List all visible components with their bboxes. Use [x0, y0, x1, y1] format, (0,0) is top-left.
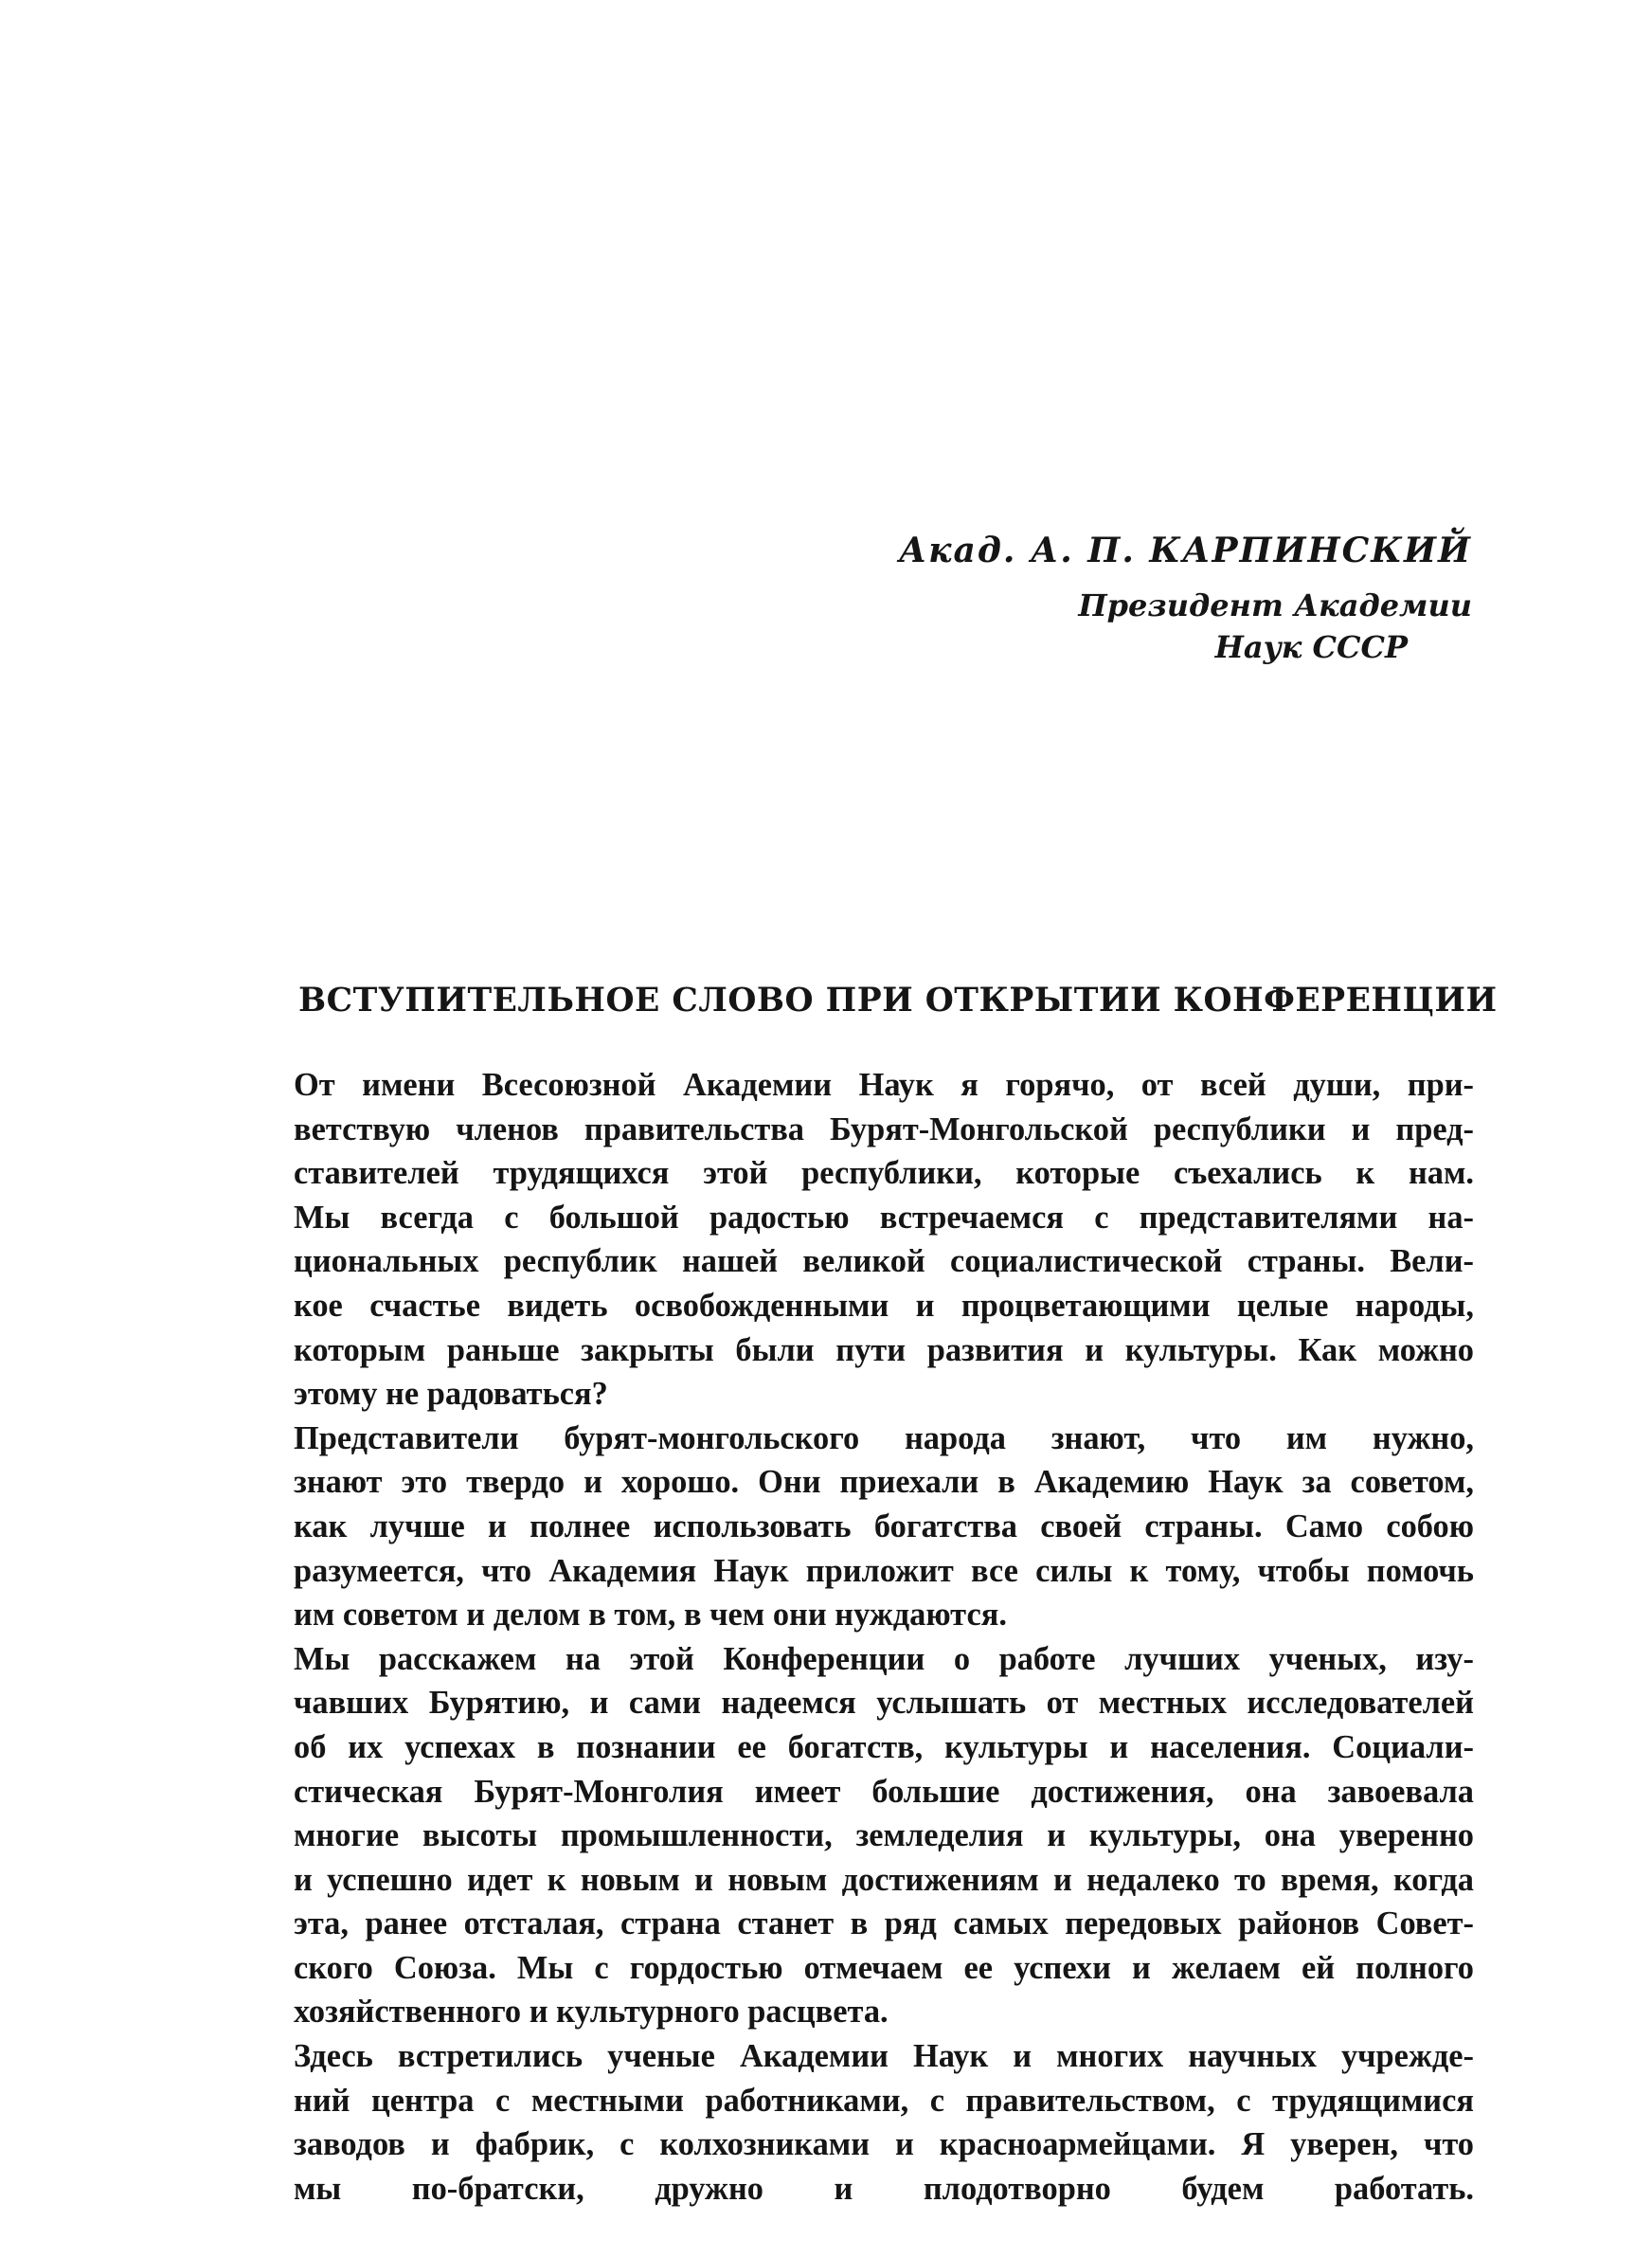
- text-line: кое счастье видеть освобожденными и процветающими целые народы,: [294, 1287, 1474, 1324]
- text-line: циональных республик нашей великой социалистической страны. Вели-: [294, 1243, 1474, 1280]
- text-line: ний центра с местными работниками, с правительством, с трудящимися: [294, 2082, 1474, 2119]
- text-line: ского Союза. Мы с гордостью отмечаем ее успехи и желаем ей полного: [294, 1949, 1474, 1986]
- text-line: мы по-братски, дружно и плодотворно будем работать.: [294, 2170, 1474, 2207]
- text-line: Здесь встретились ученые Академии Наук и многих научных учрежде-: [294, 2038, 1474, 2075]
- text-line: заводов и фабрик, с колхозниками и красноармейцами. Я уверен, что: [294, 2126, 1474, 2163]
- author-name: Акад. А. П. КАРПИНСКИЙ: [898, 531, 1472, 570]
- text-line: Представители бурят-монгольского народа знают, что им нужно,: [294, 1419, 1474, 1456]
- paragraph-3: [237, 1417, 1474, 1637]
- text-line: хозяйственного и культурного расцвета.: [294, 1994, 889, 2031]
- text-line: и успешно идет к новым и новым достижениям и недалеко то время, когда: [294, 1861, 1474, 1898]
- text-line: об их успехах в познании ее богатств, культуры и населения. Социали-: [294, 1728, 1474, 1765]
- text-line: как лучше и полнее использовать богатства своей страны. Само собою: [294, 1508, 1474, 1544]
- text-line: От имени Всесоюзной Академии Наук я горячо, от всей души, при-: [294, 1067, 1474, 1103]
- author-block: [899, 531, 1472, 665]
- author-organization: Наук СССР: [1214, 629, 1408, 665]
- text-line: разумеется, что Академия Наук приложит все силы к тому, чтобы помочь: [294, 1552, 1474, 1589]
- paragraph-2: [237, 1196, 1474, 1417]
- author-role: Президент Академии: [1078, 587, 1472, 623]
- text-line: Мы расскажем на этой Конференции о работе лучших ученых, изу-: [294, 1640, 1474, 1677]
- text-line: ставителей трудящихся этой республики, которые съехались к нам.: [294, 1155, 1474, 1192]
- text-line: эта, ранее отсталая, страна станет в ряд самых передовых районов Совет-: [294, 1905, 1474, 1942]
- text-line: этому не радоваться?: [294, 1376, 608, 1413]
- text-line: стическая Бурят-Монголия имеет большие достижения, она завоевала: [294, 1773, 1474, 1810]
- paragraph-5: [237, 2034, 1474, 2211]
- text-line: ветствую членов правительства Бурят-Монгольской республики и пред-: [294, 1110, 1474, 1147]
- article-body: [237, 1063, 1474, 2211]
- paragraph-1: [237, 1063, 1474, 1196]
- text-line: им советом и делом в том, в чем они нуждаются.: [294, 1597, 1007, 1634]
- text-line: многие высоты промышленности, земледелия и культуры, она уверенно: [294, 1817, 1474, 1854]
- text-line: которым раньше закрыты были пути развития и культуры. Как можно: [294, 1331, 1474, 1368]
- paragraph-4: [237, 1637, 1474, 2034]
- text-line: чавших Бурятию, и сами надеемся услышать от местных исследователей: [294, 1685, 1474, 1722]
- text-line: знают это твердо и хорошо. Они приехали в Академию Наук за советом,: [294, 1464, 1474, 1501]
- text-line: Мы всегда с большой радостью встречаемся с представителями на-: [294, 1199, 1474, 1236]
- article-title: ВСТУПИТЕЛЬНОЕ СЛОВО ПРИ ОТКРЫТИИ КОНФЕРЕНЦИИ: [298, 982, 1498, 1020]
